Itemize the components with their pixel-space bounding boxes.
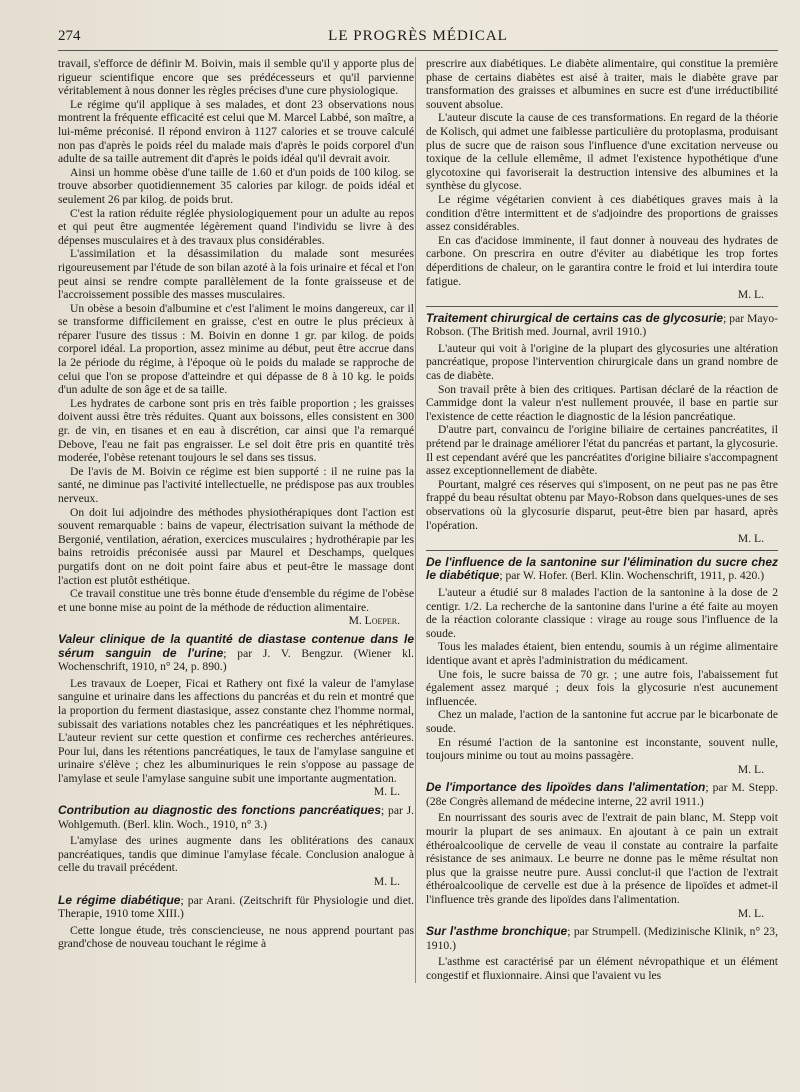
article <box>58 633 414 799</box>
page-header <box>58 28 778 51</box>
paragraph: L'asthme est caractérisé par un élément névropathique et un élément congestif et fluxionnaire. Ainsi que l'avaient vu les <box>426 955 778 982</box>
article <box>426 925 778 982</box>
paragraph: Les hydrates de carbone sont pris en très faible proportion ; les graisses doivent aussi être très réduites. Quant aux boissons, elles consistent en 300 gr. de vin, en tisanes et en eau à discrétion, car ainsi que l'a remarqué Debove, l'eau ne fait pas engraisser. Le sel doit être pris en quantité très moderée, l'obèse retenant toujours le sel dans ses tissus. <box>58 396 414 465</box>
article-source: ; par M. Stepp. (28e Congrès allemand de médecine interne, 22 avril 1911.) <box>426 781 778 808</box>
paragraph: En résumé l'action de la santonine est inconstante, souvent nulle, toujours minime ou tout au moins passagère. <box>426 735 778 763</box>
journal-title: LE PROGRÈS MÉDICAL <box>328 28 508 44</box>
article-title: Le régime diabétique <box>58 892 181 907</box>
article-heading <box>426 925 778 952</box>
right-continuation <box>426 57 778 302</box>
article-heading <box>426 781 778 808</box>
article-source: ; par Mayo-Robson. (The British med. Journal, avril 1910.) <box>426 311 778 339</box>
article <box>58 894 414 951</box>
page-number: 274 <box>58 28 81 44</box>
paragraph: Son travail prête à bien des critiques. Partisan déclaré de la réaction de Cammidge dont la valeur n'est nullement prouvée, il base en partie sur l'existence de cette réaction le diagnostic de la lésion pancréatique. <box>426 382 778 423</box>
paragraph: L'amylase des urines augmente dans les oblitérations des canaux pancréatiques, tandis que diminue l'amylase fécale. Conclusion analogue à celle du travail précédent. <box>58 834 414 875</box>
signature: M. L. <box>737 906 764 920</box>
article-heading <box>426 312 778 339</box>
section-divider <box>426 550 778 551</box>
article-heading <box>58 894 414 921</box>
paragraph: Le régime qu'il applique à ses malades, et dont 23 observations nous montrent la fréquente efficacité est celui que M. Marcel Labbé, son maître, a lui-même préconisé. Il répond environ à 1127 calories et se trouve calculé non pas d'après le poids réel du malade mais d'après le poids corporel d'un adulte de sa taille autrement dit d'après le poids idéal qu'il devrait avoir. <box>58 97 414 166</box>
paragraph: Chez un malade, l'action de la santonine fut accrue par le bicarbonate de soude. <box>426 708 778 735</box>
paragraph: L'auteur a étudié sur 8 malades l'action de la santonine à la dose de 2 centigr. 1/2. La recherche de la santonine dans l'urine a été faite au moyen de la réaction colorante classique : virage au rouge sous l'influence de la soude. <box>426 585 778 640</box>
paragraph: Les travaux de Loeper, Ficai et Rathery ont fixé la valeur de l'amylase sanguine et urinaire dans les affections du pancréas et du rein et montré que la proportion du ferment diastasique, assez constante chez l'homme normal, subissait des variations notables chez les pancréatiques et les néphrétiques. L'auteur revient sur cette question et confirme ces recherches antérieures. Pour lui, dans les rétentions pancréatiques, le taux de l'amylase sanguine et urinaire s'élève ; chez les albuminuriques le rein s'oppose au passage de l'amylase et seule l'amylase sanguine subit une importante augmentation. <box>58 676 414 785</box>
paragraph: En nourrissant des souris avec de l'extrait de pain blanc, M. Stepp voit mourir la plupart de ses animaux. En ajoutant à ce pain un extrait éthéroalcoolique de cervelle de veau il constate au contraire la parfaite résistance de ses animaux. Le beurre ne donne pas le même résultat non plus que la graisse neutre pure. Aussi conclut-il que l'action de l'extrait éthéroalcoolique de cervelle est due à la présence de lipoïdes et admet-il l'influence très grande des lipoïdes dans l'alimentation. <box>426 811 778 907</box>
article <box>58 804 414 889</box>
article-title: Contribution au diagnostic des fonctions pancréatiques <box>58 803 382 818</box>
paragraph: Ainsi un homme obèse d'une taille de 1.60 et d'un poids de 100 kilog. se trouve absorber quotidiennement 35 calories par kilogr. de poids idéal et seulement 26 par kilog. de poids brut. <box>58 165 414 206</box>
paragraph: Pourtant, malgré ces réserves qui s'imposent, on ne peut pas ne pas être frappé du beau résultat obtenu par Mayo-Robson dans quelques-unes de ses observations où la glycosurie disparut, peut-être bien par hasard, après l'opération. <box>426 477 778 532</box>
paragraph: Cette longue étude, très consciencieuse, ne nous apprend pourtant pas grand'chose de nouveau touchant le régime à <box>58 923 414 951</box>
signature: M. Loeper. <box>348 614 400 628</box>
signature: M. L. <box>737 762 764 776</box>
article-title: Traitement chirurgical de certains cas de glycosurie <box>426 310 724 325</box>
left-column <box>58 57 414 983</box>
article-title: De l'influence de la santonine sur l'élimination du sucre chez le diabétique <box>426 554 778 583</box>
right-column <box>415 57 778 983</box>
signature: M. L. <box>373 875 400 889</box>
article-source: ; par W. Hofer. (Berl. Klin. Wochenschrift, 1911, p. 420.) <box>499 569 765 583</box>
paragraph: Une fois, le sucre baissa de 70 gr. ; une autre fois, l'abaissement fut également assez marqué ; deux fois la glycosurie n'est aucunement influencée. <box>426 667 778 708</box>
paragraph: De l'avis de M. Boivin ce régime est bien supporté : il ne ruine pas la santé, ne diminue pas l'activité intellectuelle, ne prédispose pas aux troubles nerveux. <box>58 464 414 505</box>
paragraph: Le régime végétarien convient à ces diabétiques graves mais à la condition d'être intermittent et de s'adjoindre des proportions de graisses assez considérables. <box>426 192 778 234</box>
article-heading <box>58 633 414 674</box>
article-heading <box>426 556 778 583</box>
article-heading <box>58 804 414 831</box>
paragraph: L'auteur discute la cause de ces transformations. En regard de la théorie de Kolisch, qui admet une faiblesse particulière du protoplasma, produisant plus de sucre que de raison sous l'influence d'une excitation nerveuse ou toxique de la cellule ellemême, il admet l'existence hypothétique d'une glycotoxine qui favoriserait la destruction intensive des albumines et la synthèse du glycose. <box>426 111 778 193</box>
article-title: Sur l'asthme bronchique <box>426 924 568 939</box>
article-source: ; par J. Wohlgemuth. (Berl. klin. Woch., 1910, n° 3.) <box>58 804 414 831</box>
article-source: ; par Strumpell. (Medizinische Klinik, n° 23, 1910.) <box>426 925 778 952</box>
paragraph: On doit lui adjoindre des méthodes physiothérapiques dont l'action est souvent remarquable : bains de vapeur, électrisation suivant la méthode de Bergonié, ventilation, aération, exercices musculaires ; hydrothérapie par les bains retroidis préconisée aussi par Maurel et Deschamps, quelques purgatifs dont on ne doit point faire abus et peut-être le massage dont l'action est plutôt esthétique. <box>58 505 414 587</box>
signature: M. L. <box>373 785 400 799</box>
paragraph: Ce travail constitue une très bonne étude d'ensemble du régime de l'obèse et une bonne mise au point de la méthode de réduction alimentaire. <box>58 587 414 614</box>
paragraph: L'auteur qui voit à l'origine de la plupart des glycosuries une altération pancréatique, propose l'intervention chirurgicale dans un grand nombre de cas de diabète. <box>426 341 778 383</box>
article <box>426 556 778 777</box>
paragraph: Tous les malades étaient, bien entendu, soumis à un régime alimentaire identique avant et après l'administration du médicament. <box>426 640 778 667</box>
article-source: ; par J. V. Bengzur. (Wiener kl. Wochenschrift, 1910, n° 24, p. 890.) <box>58 646 414 674</box>
article-title: Valeur clinique de la quantité de diastase contenue dans le sérum sanguin de l'urine <box>58 631 414 660</box>
paragraph: D'autre part, convaincu de l'origine biliaire de certaines pancréatites, il prétend par le drainage améliorer l'état du pancréas et partant, la glycosurie. Il est cependant avéré que les pancréatites d'origine biliaire s'accompagnent assez exceptionnellement de diabète. <box>426 423 778 478</box>
article-title: De l'importance des lipoïdes dans l'alimentation <box>426 780 706 795</box>
signature: M. L. <box>737 288 764 302</box>
paragraph: C'est la ration réduite réglée physiologiquement pour un adulte au repos et qui peut être augmentée légèrement quand l'individu se livre à des dépenses musculaires et à des travaux plus considérables. <box>58 206 414 247</box>
paragraph: travail, s'efforce de définir M. Boivin, mais il semble qu'il y apporte plus de rigueur scientifique encore que ses prédécesseurs et qu'il parvienne véritablement à nous donner les règles précises d'une cure physiologique. <box>58 57 414 98</box>
paragraph: prescrire aux diabétiques. Le diabète alimentaire, qui constitue la première phase de certains diabètes est aisé à traiter, mais le diabète grave par transformation des graisses et albumines en sucre est d'une irréductibilité souvent absolue. <box>426 57 778 111</box>
signature: M. L. <box>737 532 764 546</box>
article-source: ; par Arani. (Zeitschrift für Physiologie und diet. Therapie, 1910 tome XIII.) <box>58 893 414 921</box>
paragraph: En cas d'acidose imminente, il faut donner à nouveau des hydrates de carbone. On prescrira en outre d'éviter au diabétique les trop fortes déperditions de chaleur, on le garantira contre le froid et lui interdira toute fatigue. <box>426 233 778 288</box>
section-divider <box>426 306 778 307</box>
columns <box>58 57 778 983</box>
left-intro <box>58 57 414 628</box>
paragraph: Un obèse a besoin d'albumine et c'est l'aliment le moins dangereux, car il se transforme difficilement en graisse, c'est en outre le plus précieux à réparer l'usure des tissus : M. Boivin en donne 1 gr. par kilog. de poids corporel idéal. La proportion, assez minime au début, peut être accrue dans la 2e période du régime, à l'époque où le poids du malade se rapproche de celui que l'on se propose d'atteindre et qui dépasse de 8 à 10 kg. le poids d'un adulte de son âge et de sa taille. <box>58 301 414 397</box>
article <box>426 312 778 546</box>
paragraph: L'assimilation et la désassimilation du malade sont mesurées rigoureusement par l'étude de son bilan azoté à la fois urinaire et fécal et l'on peut ainsi se rendre compte parallèlement de la fonte graisseuse et de l'accroissement possible des masses musculaires. <box>58 247 414 302</box>
article <box>426 781 778 920</box>
